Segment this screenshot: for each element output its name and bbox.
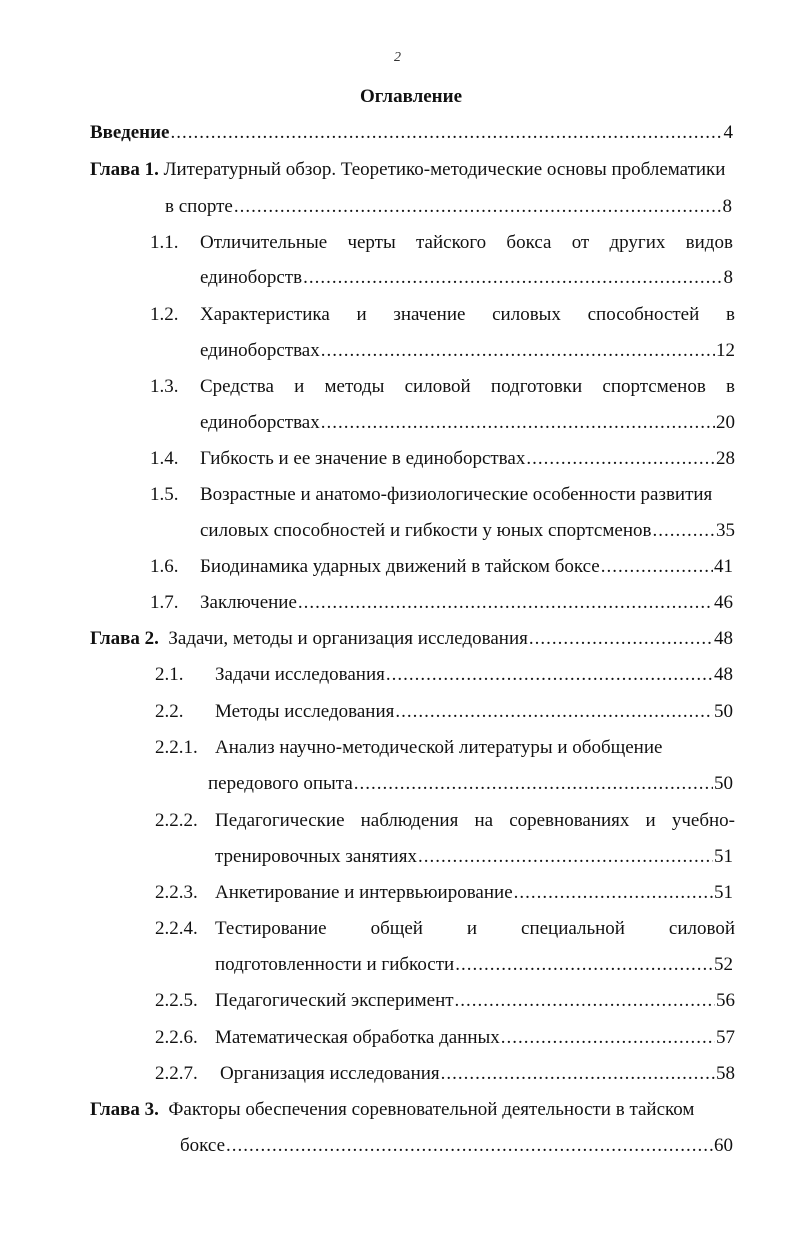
toc-entry-chapter1[interactable] bbox=[90, 157, 725, 183]
section-page: 35 bbox=[716, 520, 735, 541]
leader-dots bbox=[526, 446, 715, 472]
toc-entry-1-7[interactable] bbox=[200, 590, 733, 616]
page-number: 2 bbox=[394, 50, 401, 65]
section-number: 2.2.3. bbox=[155, 882, 198, 903]
toc-entry-1-2-cont bbox=[200, 338, 735, 364]
leader-dots bbox=[226, 1133, 713, 1159]
section-number: 2.2.1. bbox=[155, 737, 198, 758]
section-number: 1.5. bbox=[150, 484, 179, 505]
toc-entry-1-2[interactable] bbox=[200, 302, 735, 328]
word: и bbox=[466, 918, 478, 939]
section-page: 57 bbox=[716, 1027, 735, 1048]
word: бокса bbox=[506, 232, 552, 253]
section-title-line2: передового опыта bbox=[208, 773, 353, 794]
section-page: 58 bbox=[716, 1063, 735, 1084]
word: способностей bbox=[587, 304, 700, 325]
section-page: 52 bbox=[714, 954, 733, 975]
leader-dots bbox=[303, 265, 722, 291]
section-number: 2.2. bbox=[155, 701, 184, 722]
leader-dots bbox=[529, 626, 713, 652]
section-number: 2.2.5. bbox=[155, 990, 198, 1011]
chapter3-prefix: Глава 3. bbox=[90, 1099, 159, 1120]
word: на bbox=[474, 810, 494, 831]
word: Тестирование bbox=[215, 918, 327, 939]
toc-entry-2-2-6[interactable] bbox=[215, 1025, 735, 1051]
chapter1-page: 8 bbox=[722, 196, 732, 217]
section-page: 51 bbox=[714, 846, 733, 867]
section-title-line2: единоборствах bbox=[200, 412, 320, 433]
word: и bbox=[356, 304, 367, 325]
section-title: Математическая обработка данных bbox=[215, 1027, 500, 1048]
chapter2-page: 48 bbox=[714, 628, 733, 649]
leader-dots bbox=[455, 952, 713, 978]
section-number: 1.4. bbox=[150, 448, 179, 469]
word: силовых bbox=[492, 304, 561, 325]
section-title: Заключение bbox=[200, 592, 297, 613]
word: других bbox=[609, 232, 666, 253]
toc-entry-introduction[interactable] bbox=[90, 120, 733, 146]
leader-dots bbox=[418, 844, 713, 870]
toc-entry-1-1-cont bbox=[200, 265, 733, 291]
word: соревнованиях bbox=[509, 810, 630, 831]
section-title-line2: подготовленности и гибкости bbox=[215, 954, 455, 975]
section-number: 2.1. bbox=[155, 664, 184, 685]
chapter2-prefix: Глава 2. bbox=[90, 628, 159, 649]
section-title: Методы исследования bbox=[215, 701, 395, 722]
section-number: 1.3. bbox=[150, 376, 179, 397]
section-page: 20 bbox=[716, 412, 735, 433]
introduction-label: Введение bbox=[90, 122, 170, 143]
word: Отличительные bbox=[200, 232, 328, 253]
toc-entry-2-2-3[interactable] bbox=[215, 880, 733, 906]
word: специальной bbox=[521, 918, 625, 939]
word: учебно- bbox=[671, 810, 735, 831]
chapter3-page: 60 bbox=[714, 1135, 733, 1156]
section-title: Организация исследования bbox=[220, 1063, 440, 1084]
toc-entry-1-5[interactable] bbox=[200, 482, 712, 508]
section-page: 41 bbox=[714, 556, 733, 577]
chapter2-title: Задачи, методы и организация исследования bbox=[168, 628, 528, 649]
toc-entry-chapter3[interactable] bbox=[90, 1097, 694, 1123]
section-number: 1.6. bbox=[150, 556, 179, 577]
leader-dots bbox=[455, 988, 715, 1014]
chapter1-title-line2: в спорте bbox=[165, 196, 233, 217]
section-page: 50 bbox=[714, 773, 733, 794]
section-page: 46 bbox=[714, 592, 733, 613]
leader-dots bbox=[441, 1061, 715, 1087]
section-page: 50 bbox=[714, 701, 733, 722]
toc-title: Оглавление bbox=[359, 86, 463, 107]
section-number: 1.7. bbox=[150, 592, 179, 613]
section-title: Гибкость и ее значение в единоборствах bbox=[200, 448, 526, 469]
word: и bbox=[294, 376, 305, 397]
word: спортсменов bbox=[602, 376, 706, 397]
section-title-line2: единоборств bbox=[200, 267, 303, 288]
word: в bbox=[725, 304, 735, 325]
section-title-line2: единоборствах bbox=[200, 340, 320, 361]
leader-dots bbox=[386, 662, 713, 688]
toc-entry-chapter3-cont bbox=[180, 1133, 733, 1159]
toc-entry-2-2-2[interactable] bbox=[215, 808, 735, 834]
word: Средства bbox=[200, 376, 274, 397]
toc-entry-1-4[interactable] bbox=[200, 446, 735, 472]
section-title: Задачи исследования bbox=[215, 664, 385, 685]
chapter3-title-line2: боксе bbox=[180, 1135, 226, 1156]
section-number: 2.2.2. bbox=[155, 810, 198, 831]
section-page: 8 bbox=[723, 267, 733, 288]
toc-entry-1-3-cont bbox=[200, 410, 735, 436]
chapter1-title-line1: Литературный обзор. Теоретико-методические основы проблематики bbox=[163, 159, 726, 180]
toc-entry-1-1[interactable] bbox=[200, 230, 733, 256]
leader-dots bbox=[652, 518, 715, 544]
toc-entry-1-5-cont bbox=[200, 518, 735, 544]
leader-dots bbox=[514, 880, 713, 906]
word: и bbox=[645, 810, 656, 831]
leader-dots bbox=[501, 1025, 715, 1051]
section-number: 2.2.7. bbox=[155, 1063, 198, 1084]
leader-dots bbox=[354, 771, 713, 797]
word: черты bbox=[347, 232, 396, 253]
toc-entry-2-2-1-cont bbox=[208, 771, 733, 797]
toc-entry-chapter2[interactable] bbox=[90, 626, 733, 652]
toc-entry-2-2-7[interactable] bbox=[220, 1061, 735, 1087]
word: силовой bbox=[668, 918, 735, 939]
toc-entry-2-1[interactable] bbox=[215, 662, 733, 688]
section-page: 48 bbox=[714, 664, 733, 685]
section-number: 1.1. bbox=[150, 232, 179, 253]
toc-entry-2-2-4[interactable] bbox=[215, 916, 735, 942]
word: общей bbox=[370, 918, 423, 939]
section-title: Анкетирование и интервьюирование bbox=[215, 882, 513, 903]
word: от bbox=[571, 232, 590, 253]
toc-entry-2-2-1[interactable] bbox=[215, 735, 662, 761]
section-page: 28 bbox=[716, 448, 735, 469]
leader-dots bbox=[321, 410, 715, 436]
section-title-line1: Анализ научно-методической литературы и обобщение bbox=[215, 737, 663, 758]
word: подготовки bbox=[490, 376, 583, 397]
section-page: 56 bbox=[716, 990, 735, 1011]
word: методы bbox=[324, 376, 385, 397]
section-number: 1.2. bbox=[150, 304, 179, 325]
leader-dots bbox=[321, 338, 715, 364]
section-title-line2: силовых способностей и гибкости у юных спортсменов bbox=[200, 520, 652, 541]
chapter1-prefix: Глава 1. bbox=[90, 159, 159, 180]
chapter3-title-line1: Факторы обеспечения соревновательной деятельности в тайском bbox=[168, 1099, 695, 1120]
word: наблюдения bbox=[360, 810, 459, 831]
section-title: Биодинамика ударных движений в тайском боксе bbox=[200, 556, 600, 577]
leader-dots bbox=[234, 194, 722, 220]
toc-entry-1-3[interactable] bbox=[200, 374, 735, 400]
word: значение bbox=[393, 304, 466, 325]
leader-dots bbox=[601, 554, 713, 580]
section-page: 12 bbox=[716, 340, 735, 361]
leader-dots bbox=[395, 699, 713, 725]
word: тайского bbox=[416, 232, 487, 253]
word: видов bbox=[685, 232, 733, 253]
section-title-line2: тренировочных занятиях bbox=[215, 846, 417, 867]
toc-entry-2-2[interactable] bbox=[215, 699, 733, 725]
toc-entry-2-2-2-cont bbox=[215, 844, 733, 870]
section-title: Педагогический эксперимент bbox=[215, 990, 454, 1011]
introduction-page: 4 bbox=[723, 122, 733, 143]
section-number: 2.2.4. bbox=[155, 918, 198, 939]
section-title-line1: Возрастные и анатомо-физиологические особенности развития bbox=[200, 484, 713, 505]
toc-entry-2-2-5[interactable] bbox=[215, 988, 735, 1014]
toc-entry-chapter1-cont bbox=[165, 194, 732, 220]
word: в bbox=[726, 376, 735, 397]
section-page: 51 bbox=[714, 882, 733, 903]
section-number: 2.2.6. bbox=[155, 1027, 198, 1048]
word: Педагогические bbox=[215, 810, 345, 831]
toc-entry-1-6[interactable] bbox=[200, 554, 733, 580]
leader-dots bbox=[171, 120, 723, 146]
toc-entry-2-2-4-cont bbox=[215, 952, 733, 978]
leader-dots bbox=[298, 590, 713, 616]
word: Характеристика bbox=[200, 304, 330, 325]
word: силовой bbox=[404, 376, 471, 397]
